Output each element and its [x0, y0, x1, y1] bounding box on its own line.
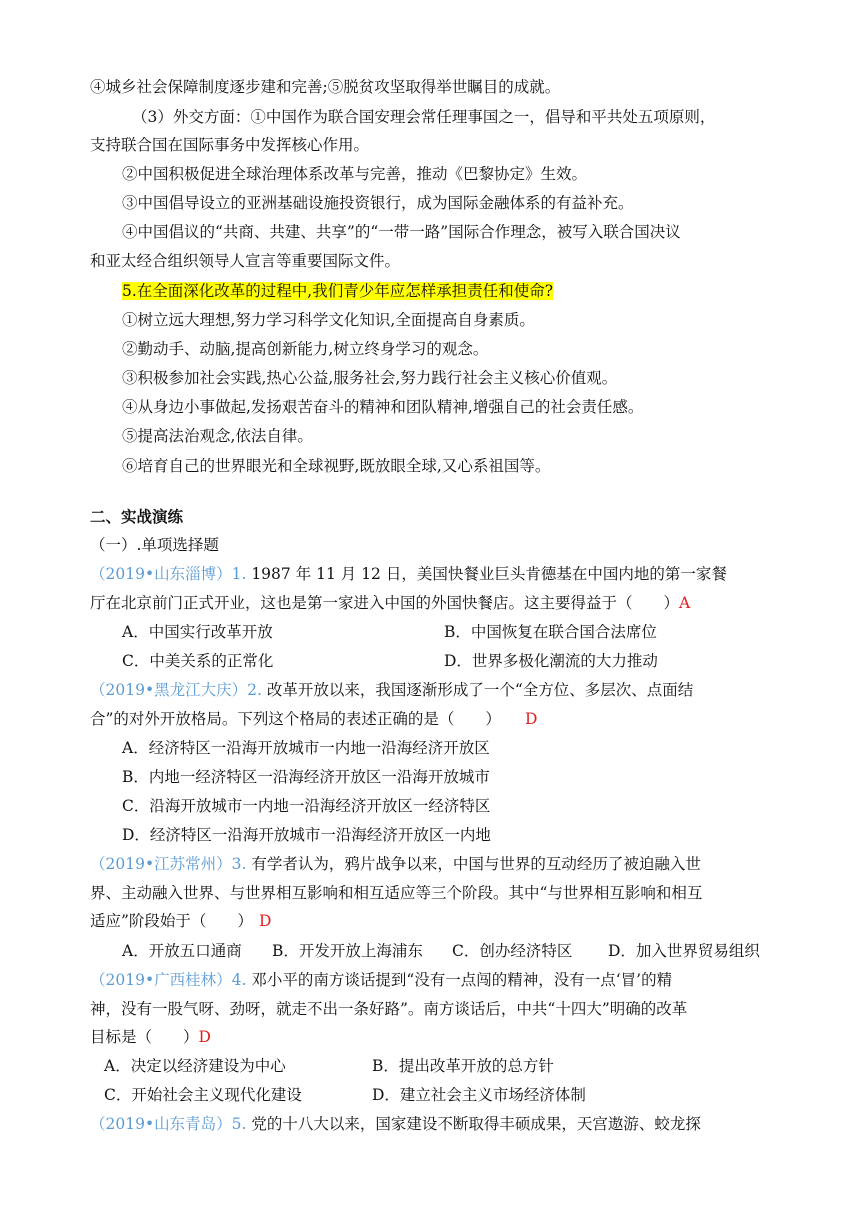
q2-option-c: C．沿海开放城市一内地一沿海经济开放区一经济特区 — [122, 797, 491, 815]
q3-source: （2019•江苏常州）3. — [90, 855, 247, 873]
q2-source: （2019•黑龙江大庆）2. — [90, 681, 262, 699]
q4-source: （2019•广西桂林）4. — [90, 971, 247, 989]
diplomacy-para-1a: （3）外交方面：①中国作为联合国安理会常任理事国之一，倡导和平共处五项原则， — [132, 108, 716, 126]
q2-option-b: B．内地一经济特区一沿海经济开放区一沿海开放城市 — [122, 768, 490, 786]
diplomacy-para-4a: ④中国倡议的“共商、共建、共享”的“一带一路”国际合作理念，被写入联合国决议 — [122, 223, 681, 241]
youth-question-highlight: 5.在全面深化改革的过程中,我们青少年应怎样承担责任和使命? — [122, 282, 554, 300]
q3-answer: D — [258, 912, 272, 930]
q4-option-a: A．决定以经济建设为中心 — [104, 1057, 286, 1075]
q3-line-1 — [90, 853, 701, 875]
q1-option-c: C．中美关系的正常化 — [122, 652, 274, 670]
q3-text-a: 有学者认为，鸦片战争以来，中国与世界的互动经历了被迫融入世 — [246, 855, 701, 873]
q4-line-1 — [90, 969, 672, 991]
q4-option-b: B．提出改革开放的总方针 — [372, 1057, 554, 1075]
q4-line-3 — [90, 1026, 211, 1048]
q1-option-a: A．中国实行改革开放 — [122, 623, 273, 641]
q2-answer: D — [524, 710, 538, 728]
youth-item-5: ⑤提高法治观念,依法自律。 — [122, 427, 313, 445]
q1-source: （2019•山东淄博）1. — [90, 565, 247, 583]
q4-text-a: 邓小平的南方谈话提到“没有一点闯的精神，没有一点‘冒’的精 — [246, 971, 673, 989]
diplomacy-para-3: ③中国倡导设立的亚洲基础设施投资银行，成为国际金融体系的有益补充。 — [122, 194, 634, 212]
q5-line-1 — [90, 1113, 701, 1135]
single-choice-subheading: （一）.单项选择题 — [90, 536, 219, 554]
q1-option-b: B．中国恢复在联合国合法席位 — [444, 623, 657, 641]
q2-text-b: 合”的对外开放格局。下列这个格局的表述正确的是（ ） — [90, 710, 501, 728]
q2-option-a: A．经济特区一沿海开放城市一内地一沿海经济开放区 — [122, 739, 490, 757]
q5-text-a: 党的十八大以来，国家建设不断取得丰硕成果，天宫遨游、蛟龙探 — [246, 1115, 701, 1133]
q5-source: （2019•山东青岛）5. — [90, 1115, 247, 1133]
youth-item-6: ⑥培育自己的世界眼光和全球视野,既放眼全球,又心系祖国等。 — [122, 457, 551, 475]
diplomacy-para-1b: 支持联合国在国际事务中发挥核心作用。 — [90, 136, 370, 154]
q4-text-c: 目标是（ ） — [90, 1028, 199, 1046]
q3-option-a: A．开放五口通商 — [122, 942, 242, 960]
q3-line-2: 界、主动融入世界、与世界相互影响和相互适应等三个阶段。其中“与世界相互影响和相互 — [90, 884, 703, 902]
q1-option-d: D．世界多极化潮流的大力推动 — [444, 652, 658, 670]
q1-text-b: 厅在北京前门正式开业，这也是第一家进入中国的外国快餐店。这主要得益于（ ） — [90, 594, 680, 612]
q4-answer: D — [198, 1028, 211, 1046]
social-security-line: ④城乡社会保障制度逐步建和完善;⑤脱贫攻坚取得举世瞩目的成就。 — [90, 78, 561, 96]
q2-line-2 — [90, 708, 537, 730]
youth-item-2: ②勤动手、动脑,提高创新能力,树立终身学习的观念。 — [122, 340, 489, 358]
youth-item-1: ①树立远大理想,努力学习科学文化知识,全面提高自身素质。 — [122, 311, 535, 329]
youth-item-3: ③积极参加社会实践,热心公益,服务社会,努力践行社会主义核心价值观。 — [122, 369, 618, 387]
q3-option-c: C．创办经济特区 — [452, 942, 573, 960]
q2-text-a: 改革开放以来，我国逐渐形成了一个“全方位、多层次、点面结 — [261, 681, 694, 699]
q1-answer: A — [679, 594, 691, 612]
practice-heading: 二、实战演练 — [90, 507, 184, 526]
q1-line-1 — [90, 563, 727, 585]
q1-line-2 — [90, 592, 690, 614]
q3-option-b: B．开发开放上海浦东 — [272, 942, 423, 960]
q1-text-a: 1987 年 11 月 12 日，美国快餐业巨头肯德基在中国内地的第一家餐 — [246, 565, 727, 583]
q3-text-c: 适应”阶段始于（ ） — [90, 912, 253, 930]
youth-item-4: ④从身边小事做起,发扬艰苦奋斗的精神和团队精神,增强自己的社会责任感。 — [122, 398, 644, 416]
q4-option-c: C．开始社会主义现代化建设 — [104, 1086, 302, 1104]
diplomacy-para-4b: 和亚太经合组织领导人宣言等重要国际文件。 — [90, 252, 401, 270]
q3-option-d: D．加入世界贸易组织 — [608, 942, 760, 960]
youth-question-title — [122, 280, 553, 302]
q2-line-1 — [90, 679, 693, 701]
q4-option-d: D．建立社会主义市场经济体制 — [372, 1086, 586, 1104]
q4-line-2: 神，没有一股气呀、劲呀，就走不出一条好路”。南方谈话后，中共“十四大”明确的改革 — [90, 1000, 688, 1018]
q3-line-3 — [90, 910, 271, 932]
q2-option-d: D．经济特区一沿海开放城市一沿海经济开放区一内地 — [122, 826, 491, 844]
diplomacy-para-2: ②中国积极促进全球治理体系改革与完善，推动《巴黎协定》生效。 — [122, 165, 588, 183]
